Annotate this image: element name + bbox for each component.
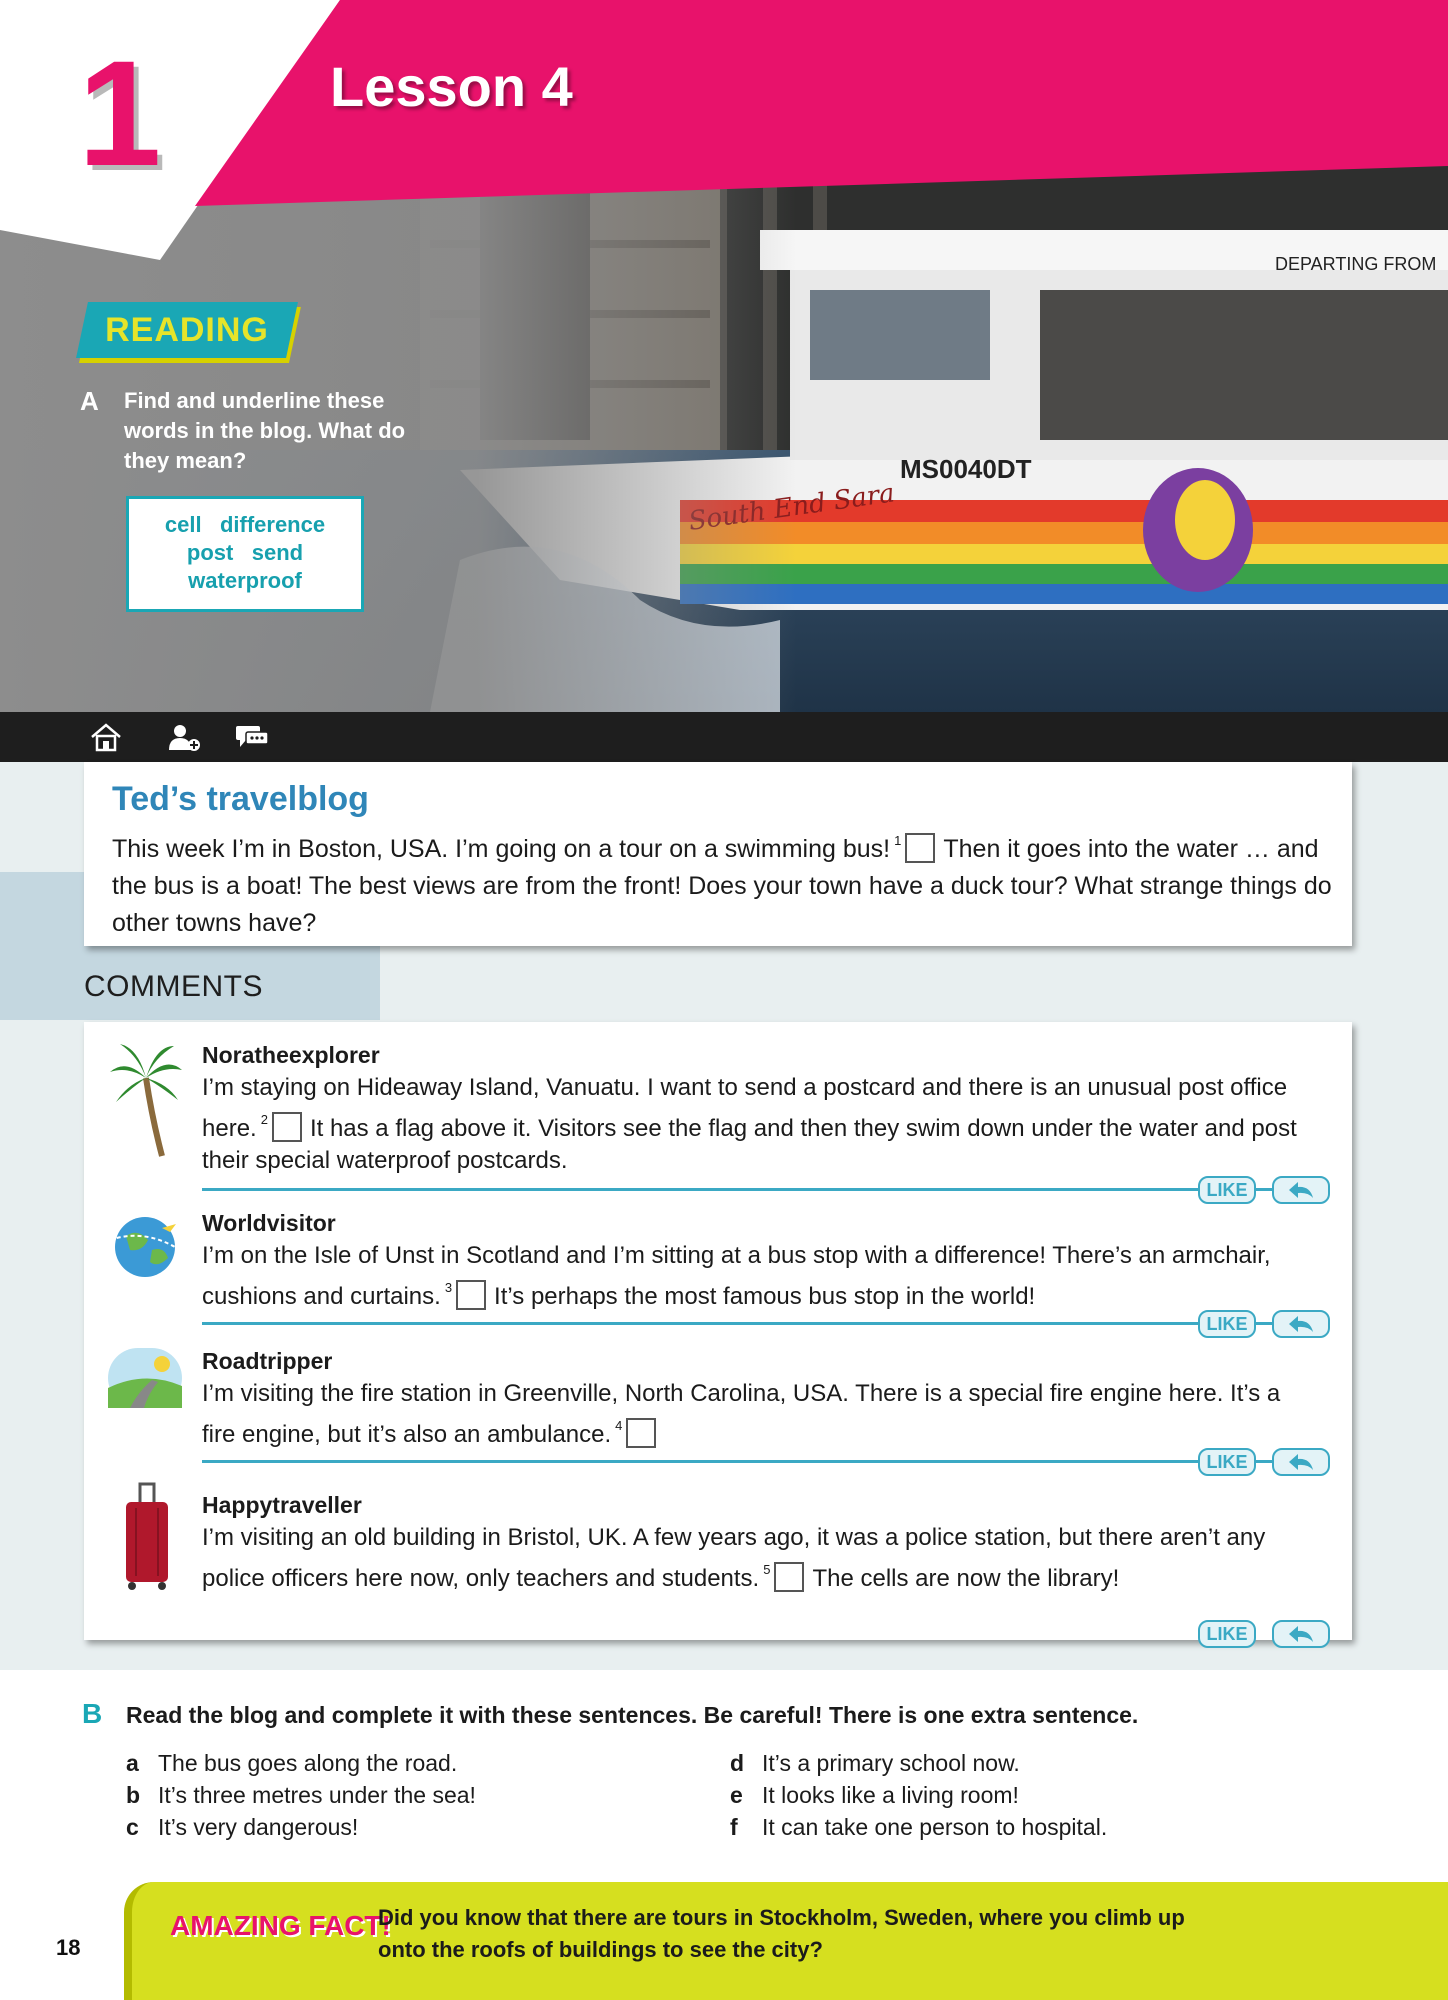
word-send: send — [251, 540, 304, 565]
blog-title: Ted’s travelblog — [112, 780, 369, 818]
answer-box-2[interactable] — [272, 1112, 302, 1142]
reading-badge — [76, 302, 298, 358]
hero-section — [0, 0, 1448, 712]
reply-button[interactable] — [1272, 1310, 1330, 1338]
comment-text-after: The cells are now the library! — [812, 1565, 1120, 1592]
comment-text — [202, 1240, 1312, 1313]
comment-username: Happytraveller — [202, 1492, 362, 1518]
gap-number-5: 5 — [763, 1562, 771, 1577]
word-difference: difference — [219, 512, 326, 537]
word-box — [126, 496, 364, 612]
like-button[interactable]: LIKE — [1198, 1620, 1256, 1648]
amazing-fact-label: AMAZING FACT! — [170, 1910, 391, 1941]
blog-toolbar — [0, 712, 1448, 762]
comments-heading: COMMENTS — [84, 970, 263, 1003]
task-a-instruction: Find and underline these words in the blog. What do they mean? — [124, 388, 406, 473]
lesson-title: Lesson 4 — [330, 55, 573, 118]
comment-text — [202, 1378, 1312, 1451]
comments-card — [84, 1022, 1352, 1644]
palm-tree-icon — [108, 1038, 182, 1158]
divider — [202, 1188, 1272, 1191]
option-d: d It’s a primary school now. — [730, 1750, 1020, 1776]
task-a — [80, 386, 420, 476]
word-post: post — [186, 540, 234, 565]
blog-text-part-1: This week I’m in Boston, USA. I’m going on a tour on a swimming bus! — [112, 835, 891, 863]
gap-number-3: 3 — [444, 1280, 453, 1295]
divider — [202, 1460, 1272, 1463]
road-icon — [108, 1348, 182, 1408]
comment-text-after: It has a flag above it. Visitors see the flag and then they swim down under the water and post their special waterproof postcards. — [202, 1115, 1297, 1174]
task-b-instruction: Read the blog and complete it with these sentences. Be careful! There is one extra sentence. — [126, 1702, 1139, 1728]
answer-box-1[interactable] — [905, 833, 935, 863]
reply-button[interactable] — [1272, 1448, 1330, 1476]
reply-arrow-icon — [1286, 1179, 1316, 1201]
suitcase-icon — [122, 1482, 172, 1592]
amazing-fact-box — [124, 1882, 1448, 2000]
reply-button[interactable] — [1272, 1176, 1330, 1204]
gap-number-1: 1 — [894, 833, 902, 848]
option-e: e It looks like a living room! — [730, 1782, 1019, 1808]
page-number: 18 — [56, 1935, 81, 1960]
answer-box-3[interactable] — [456, 1280, 486, 1310]
comment-text — [202, 1522, 1312, 1595]
blog-text-part-2: Then it goes into the water … and the bus is a boat! The best views are from the front! Does your town have a duck tour? What strange things do other towns have? — [112, 835, 1332, 937]
chat-icon[interactable] — [234, 722, 270, 752]
comment-text-after: It’s perhaps the most famous bus stop in the world! — [494, 1283, 1036, 1310]
blog-text — [112, 822, 1332, 942]
globe-plane-icon — [108, 1210, 182, 1280]
comment-text-before: I’m staying on Hideaway Island, Vanuatu. I want to send a postcard and there is an unusual post office here. — [202, 1074, 1288, 1142]
comment-text-before: I’m visiting the fire station in Greenville, North Carolina, USA. There is a special fire engine here. It’s a fire engine, but it’s also an ambulance. — [202, 1380, 1281, 1448]
like-button[interactable]: LIKE — [1198, 1310, 1256, 1338]
gap-number-4: 4 — [615, 1418, 623, 1433]
comment-text — [202, 1072, 1312, 1177]
word-waterproof: waterproof — [188, 568, 302, 593]
reply-arrow-icon — [1286, 1451, 1316, 1473]
like-button[interactable]: LIKE — [1198, 1448, 1256, 1476]
option-b: b It’s three metres under the sea! — [126, 1782, 476, 1808]
comment-username: Noratheexplorer — [202, 1042, 380, 1068]
reply-button[interactable] — [1272, 1620, 1330, 1648]
reply-arrow-icon — [1286, 1313, 1316, 1335]
add-user-icon[interactable] — [166, 722, 202, 752]
unit-number: 1 — [78, 29, 162, 197]
task-b-letter: B — [82, 1698, 103, 1729]
answer-box-4[interactable] — [626, 1418, 656, 1448]
home-icon[interactable] — [88, 722, 124, 752]
reply-arrow-icon — [1286, 1623, 1316, 1645]
reading-badge-label: READING — [105, 311, 269, 349]
option-c: c It’s very dangerous! — [126, 1814, 359, 1840]
answer-box-5[interactable] — [774, 1562, 804, 1592]
option-f: f It can take one person to hospital. — [730, 1814, 1108, 1840]
comment-text-before: I’m on the Isle of Unst in Scotland and I’m sitting at a bus stop with a difference! There’s an armchair, cushions and curtains. — [202, 1242, 1271, 1310]
amazing-fact-text: Did you know that there are tours in Stockholm, Sweden, where you climb up onto the roofs of buildings to see the city? — [378, 1905, 1185, 1962]
comment-username: Roadtripper — [202, 1348, 333, 1374]
gap-number-2: 2 — [260, 1112, 268, 1127]
divider — [202, 1322, 1272, 1325]
task-a-letter: A — [80, 386, 99, 416]
option-a: a The bus goes along the road. — [126, 1750, 458, 1776]
word-cell: cell — [164, 512, 202, 537]
comment-username: Worldvisitor — [202, 1210, 336, 1236]
like-button[interactable]: LIKE — [1198, 1176, 1256, 1204]
comment-text-before: I’m visiting an old building in Bristol, UK. A few years ago, it was a police station, but there aren’t any police officers here now, only teachers and students. — [202, 1524, 1266, 1592]
blog-post-card — [84, 762, 1352, 946]
